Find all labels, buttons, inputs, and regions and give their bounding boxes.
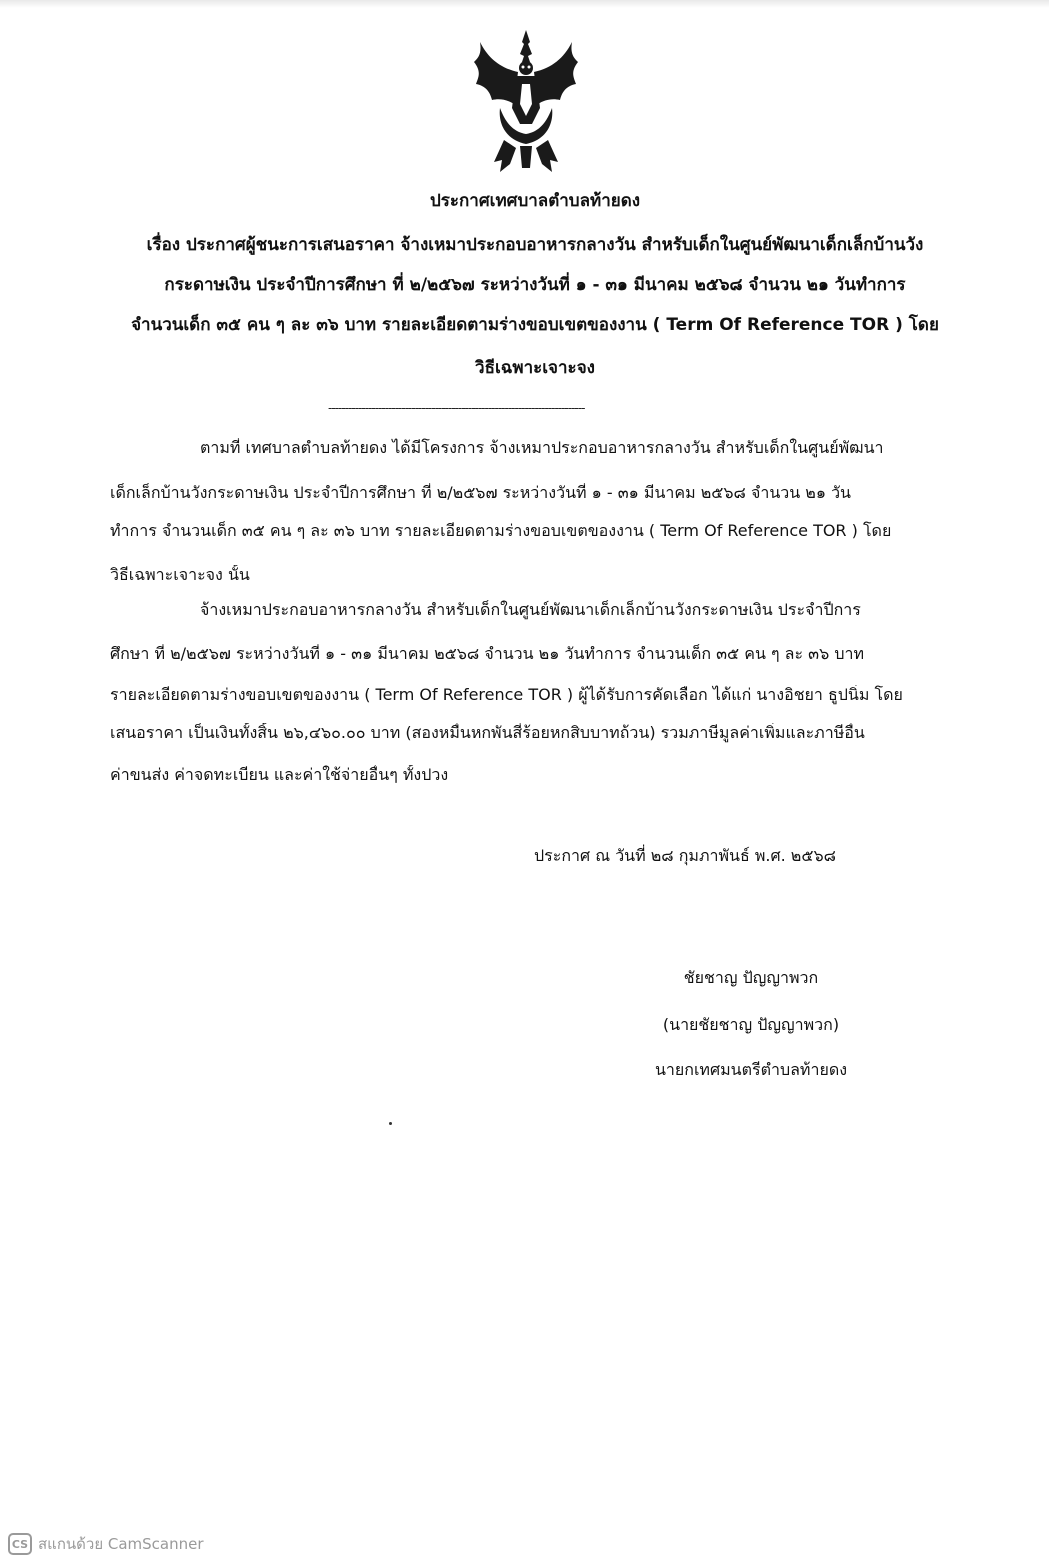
subject-line-4: วิธีเฉพาะเจาะจง [475, 358, 595, 378]
paragraph1-line-3: ทำการ จำนวนเด็ก ๓๕ คน ๆ ละ ๓๖ บาท รายละเอียดตามร่างขอบเขตของงาน ( Term Of Reference TOR ) โดย [110, 521, 892, 540]
paragraph1-line-4: วิธีเฉพาะเจาะจง นั้น [110, 565, 250, 584]
subject-line-1: เรื่อง ประกาศผู้ชนะการเสนอราคา จ้างเหมาประกอบอาหารกลางวัน สำหรับเด็กในศูนย์พัฒนาเด็กเล็กบ้านวัง [146, 235, 924, 255]
scan-speck [389, 1122, 392, 1125]
scan-edge [0, 0, 1049, 8]
signatory-printed-name: (นายชัยชาญ ปัญญาพวก) [662, 1015, 840, 1034]
watermark-text: สแกนด้วย CamScanner [38, 1535, 204, 1553]
separator-line: ----------------------------------------------------------------------------- [328, 402, 585, 414]
signatory-position: นายกเทศมนตรีตำบลท้ายดง [654, 1060, 848, 1079]
signature-name: ชัยชาญ ปัญญาพวก [683, 968, 819, 987]
announcement-date: ประกาศ ณ วันที่ ๒๘ กุมภาพันธ์ พ.ศ. ๒๕๖๘ [534, 846, 836, 865]
paragraph2-line-5: ค่าขนส่ง ค่าจดทะเบียน และค่าใช้จ่ายอื่นๆ ทั้งปวง [110, 765, 449, 784]
paragraph1-line-1: ตามที่ เทศบาลตำบลท้ายดง ได้มีโครงการ จ้างเหมาประกอบอาหารกลางวัน สำหรับเด็กในศูนย์พัฒนา [200, 438, 884, 457]
garuda-emblem-icon [470, 28, 582, 176]
paragraph2-line-4: เสนอราคา เป็นเงินทั้งสิ้น ๒๖,๔๖๐.๐๐ บาท (สองหมื่นหกพันสี่ร้อยหกสิบบาทถ้วน) รวมภาษีมูลค่าเพิ่มและภาษีอื่น [110, 723, 865, 742]
camscanner-logo-icon: CS [8, 1533, 32, 1555]
subject-line-2: กระดาษเงิน ประจำปีการศึกษา ที่ ๒/๒๕๖๗ ระหว่างวันที่ ๑ - ๓๑ มีนาคม ๒๕๖๘ จำนวน ๒๑ วันทำการ [164, 275, 906, 295]
paragraph2-line-2: ศึกษา ที่ ๒/๒๕๖๗ ระหว่างวันที่ ๑ - ๓๑ มีนาคม ๒๕๖๘ จำนวน ๒๑ วันทำการ จำนวนเด็ก ๓๕ คน ๆ ละ ๓๖ บาท [110, 644, 864, 663]
paragraph2-line-1: จ้างเหมาประกอบอาหารกลางวัน สำหรับเด็กในศูนย์พัฒนาเด็กเล็กบ้านวังกระดาษเงิน ประจำปีการ [200, 600, 861, 619]
scanner-watermark [8, 1532, 204, 1556]
document-title: ประกาศเทศบาลตำบลท้ายดง [429, 191, 641, 211]
paragraph1-line-2: เด็กเล็กบ้านวังกระดาษเงิน ประจำปีการศึกษา ที่ ๒/๒๕๖๗ ระหว่างวันที่ ๑ - ๓๑ มีนาคม ๒๕๖๘ จำนวน ๒๑ วัน [110, 483, 851, 502]
subject-line-3: จำนวนเด็ก ๓๕ คน ๆ ละ ๓๖ บาท รายละเอียดตามร่างขอบเขตของงาน ( Term Of Reference TOR ) โดย [131, 315, 939, 335]
paragraph2-line-3: รายละเอียดตามร่างขอบเขตของงาน ( Term Of Reference TOR ) ผู้ได้รับการคัดเลือก ได้แก่ นางอิชยา ธูปนิ่ม โดย [110, 685, 903, 704]
